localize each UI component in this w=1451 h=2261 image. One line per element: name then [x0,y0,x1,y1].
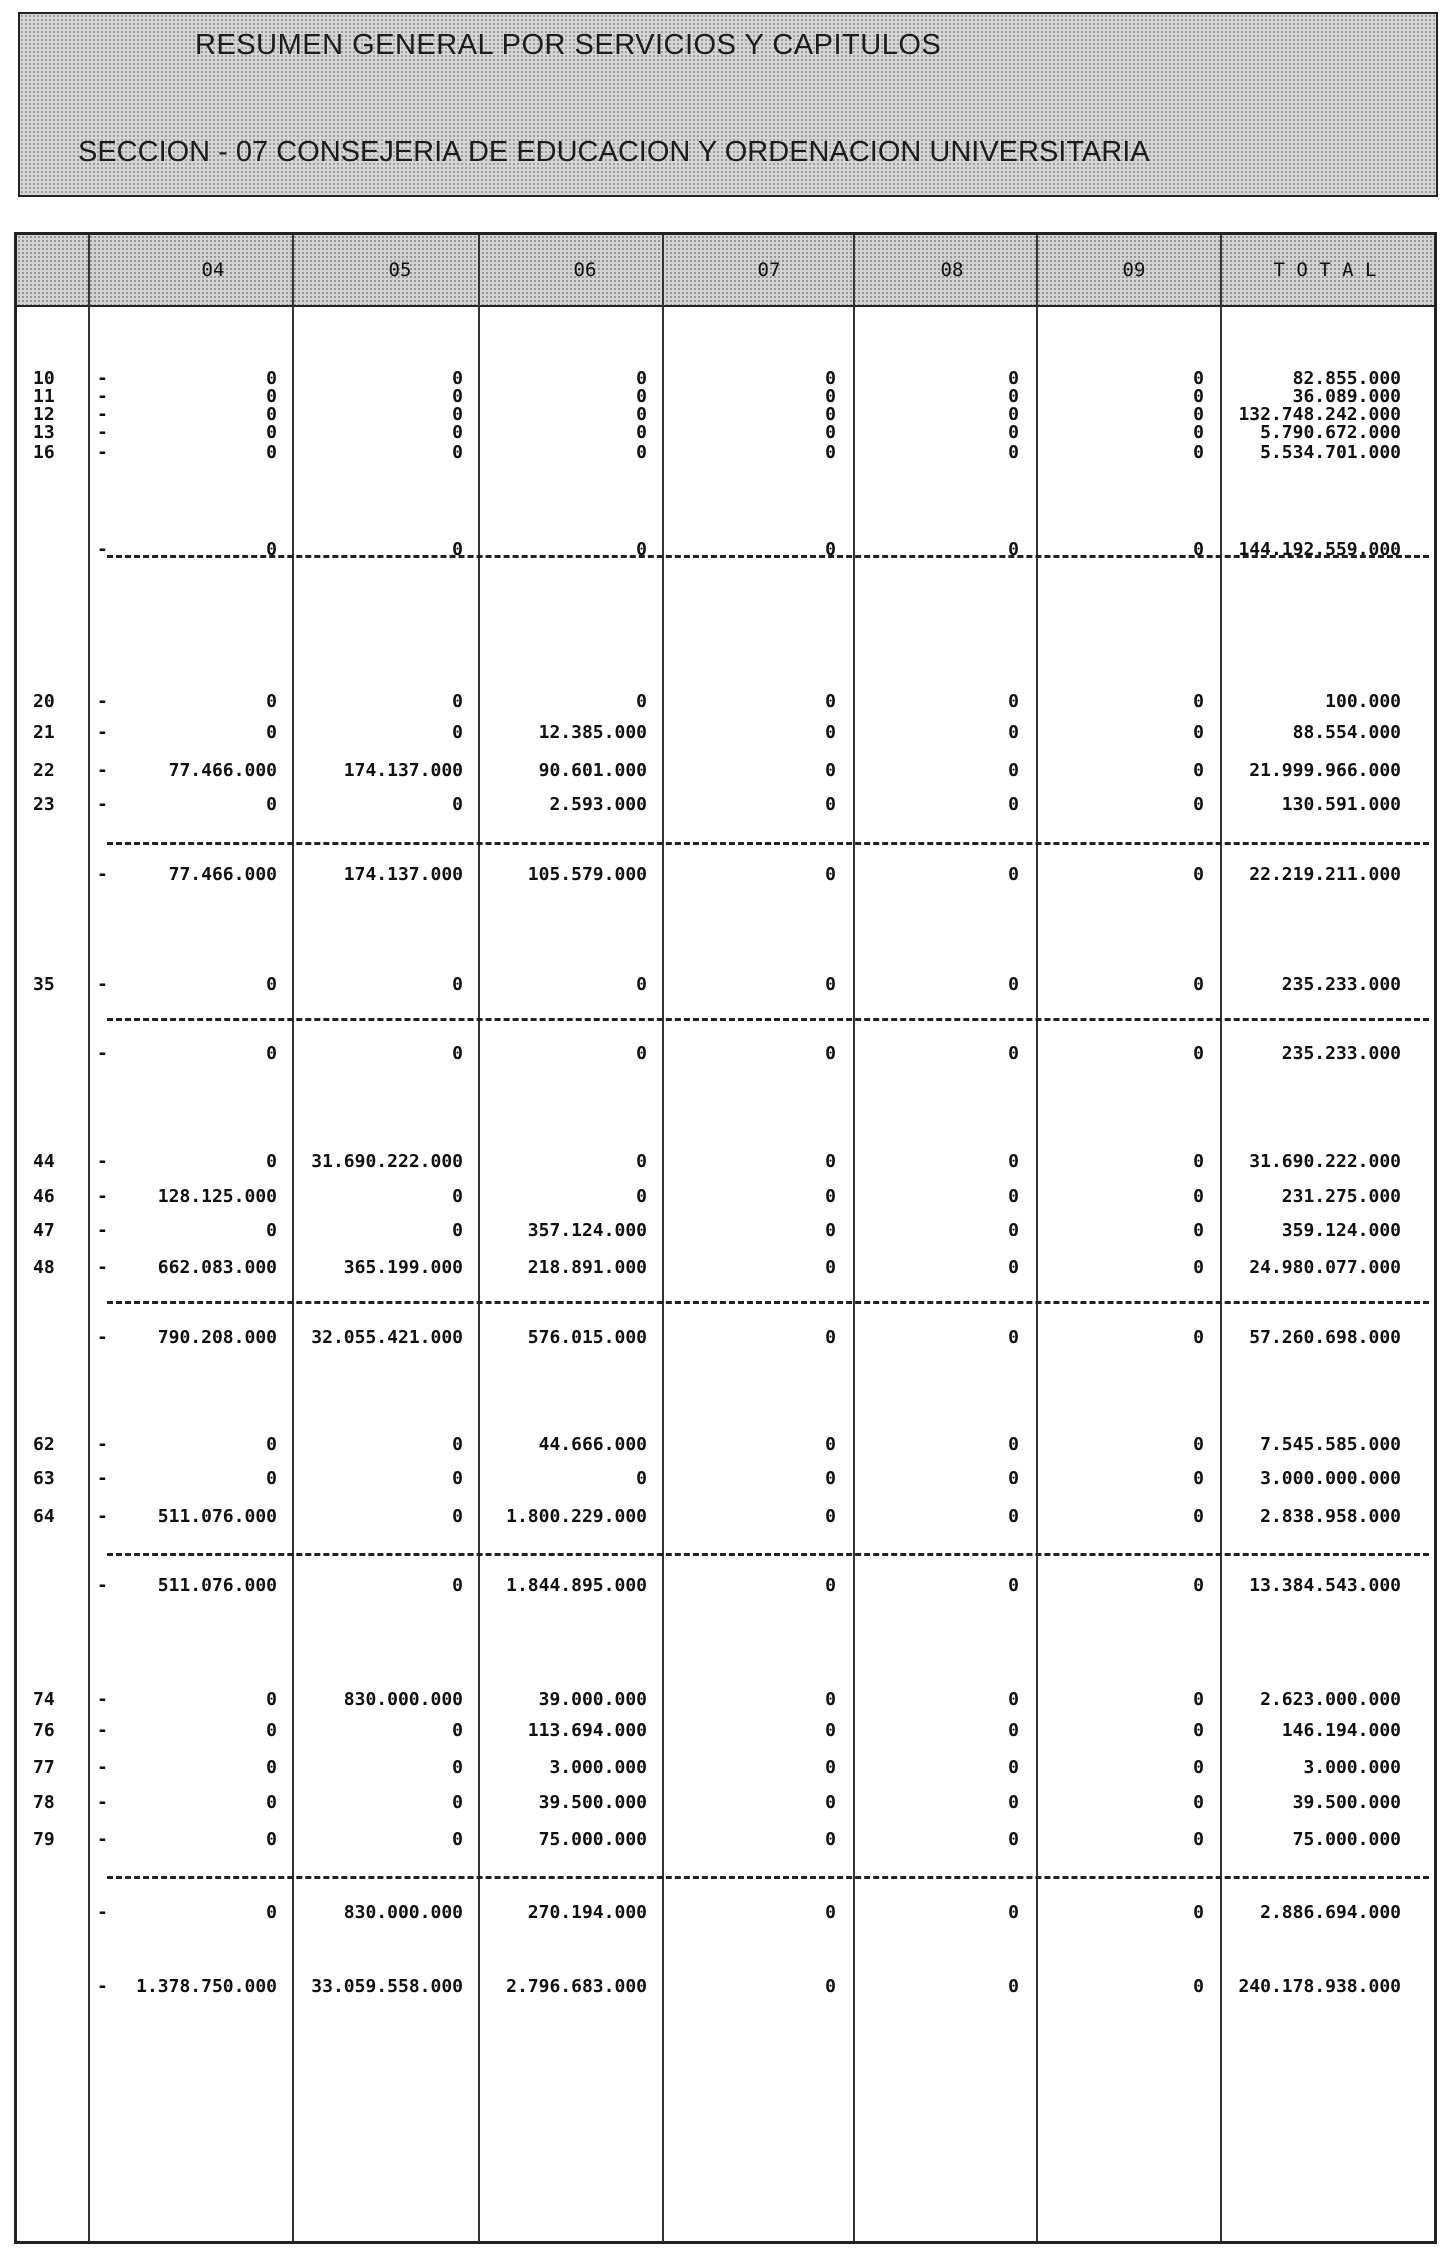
table-cell: 88.554.000 [1292,722,1401,743]
section-label: SECCION - 07 CONSEJERIA DE EDUCACION Y ORDENACION UNIVERSITARIA [78,136,1150,168]
table-cell: 3.000.000.000 [1260,1468,1401,1489]
table-cell: 132.748.242.000 [1238,404,1401,425]
table-cell: 36.089.000 [1292,386,1401,407]
table-cell: 0 [825,1720,836,1741]
table-cell: 0 [825,386,836,407]
table-cell: 0 [1193,1468,1204,1489]
table-cell: 0 [636,539,647,560]
table-cell: 105.579.000 [527,864,647,885]
table-cell: 0 [825,1468,836,1489]
table-cell: 0 [1008,1468,1019,1489]
table-cell: 0 [1193,760,1204,781]
row-dash-mark: - [97,794,108,815]
table-cell: 0 [452,1757,463,1778]
table-cell: 0 [825,1186,836,1207]
table-cell: 0 [1008,760,1019,781]
row-code: 35 [33,974,55,995]
row-dash-mark: - [97,864,108,885]
row-dash-mark: - [97,1186,108,1207]
table-cell: 0 [1193,1327,1204,1348]
table-cell: 0 [825,1434,836,1455]
row-dash-mark: - [97,1976,108,1997]
row-code: 77 [33,1757,55,1778]
row-dash-mark: - [97,722,108,743]
table-cell: 0 [1008,1220,1019,1241]
table-cell: 0 [266,691,277,712]
table-cell: 90.601.000 [538,760,647,781]
row-dash-mark: - [97,1689,108,1710]
table-cell: 359.124.000 [1281,1220,1401,1241]
table-cell: 0 [1008,794,1019,815]
table-cell: 0 [825,794,836,815]
row-dash-mark: - [97,1257,108,1278]
table-cell: 0 [825,1151,836,1172]
row-code: 47 [33,1220,55,1241]
table-cell: 0 [452,794,463,815]
table-cell: 235.233.000 [1281,1043,1401,1064]
table-cell: 0 [266,422,277,443]
table-cell: 0 [266,1829,277,1850]
table-cell: 0 [1008,864,1019,885]
table-cell: 0 [1193,1043,1204,1064]
table-cell: 0 [266,1468,277,1489]
table-cell: 662.083.000 [157,1257,277,1278]
row-dash-mark: - [97,1575,108,1596]
table-cell: 0 [636,1468,647,1489]
table-cell: 0 [825,1575,836,1596]
document-title: RESUMEN GENERAL POR SERVICIOS Y CAPITULOS [195,29,942,61]
row-code: 48 [33,1257,55,1278]
table-cell: 0 [1008,1720,1019,1741]
row-code: 12 [33,404,55,425]
row-dash-mark: - [97,539,108,560]
table-cell: 0 [452,404,463,425]
table-cell: 0 [1008,1151,1019,1172]
table-cell: 0 [1008,442,1019,463]
table-cell: 0 [1193,1257,1204,1278]
row-code: 64 [33,1506,55,1527]
table-cell: 0 [266,404,277,425]
table-cell: 830.000.000 [343,1689,463,1710]
table-cell: 0 [1008,1829,1019,1850]
table-cell: 0 [1193,442,1204,463]
table-cell: 82.855.000 [1292,368,1401,389]
table-cell: 174.137.000 [343,760,463,781]
table-cell: 576.015.000 [527,1327,647,1348]
table-cell: 365.199.000 [343,1257,463,1278]
column-header-08: 08 [940,259,964,281]
table-cell: 144.192.559.000 [1238,539,1401,560]
table-cell: 0 [452,539,463,560]
table-cell: 0 [452,1792,463,1813]
table-cell: 0 [825,1757,836,1778]
table-cell: 3.000.000 [1303,1757,1401,1778]
table-cell: 31.690.222.000 [311,1151,463,1172]
table-cell: 77.466.000 [168,760,277,781]
table-cell: 240.178.938.000 [1238,1976,1401,1997]
table-cell: 0 [636,974,647,995]
table-cell: 0 [1008,1257,1019,1278]
table-cell: 0 [266,1689,277,1710]
column-divider [1036,235,1038,2241]
table-cell: 0 [266,1434,277,1455]
table-cell: 57.260.698.000 [1249,1327,1401,1348]
table-cell: 0 [452,722,463,743]
table-cell: 0 [266,1720,277,1741]
row-dash-mark: - [97,1902,108,1923]
column-divider [478,235,480,2241]
table-cell: 0 [825,422,836,443]
column-header-04: 04 [201,259,225,281]
row-code: 21 [33,722,55,743]
table-cell: 0 [452,422,463,443]
table-cell: 0 [266,368,277,389]
table-cell: 231.275.000 [1281,1186,1401,1207]
row-code: 10 [33,368,55,389]
summary-table [14,232,1437,2244]
table-cell: 0 [452,1220,463,1241]
table-cell: 3.000.000 [549,1757,647,1778]
table-cell: 2.593.000 [549,794,647,815]
table-cell: 0 [266,794,277,815]
table-cell: 12.385.000 [538,722,647,743]
table-cell: 0 [636,422,647,443]
table-cell: 2.838.958.000 [1260,1506,1401,1527]
table-cell: 0 [1193,1220,1204,1241]
table-cell: 0 [266,539,277,560]
table-cell: 146.194.000 [1281,1720,1401,1741]
table-cell: 7.545.585.000 [1260,1434,1401,1455]
table-cell: 13.384.543.000 [1249,1575,1401,1596]
table-cell: 0 [1193,1186,1204,1207]
row-dash-mark: - [97,404,108,425]
column-header-05: 05 [388,259,412,281]
table-cell: 0 [1193,539,1204,560]
table-cell: 0 [636,442,647,463]
table-cell: 0 [1008,404,1019,425]
row-dash-mark: - [97,1829,108,1850]
table-cell: 0 [266,1792,277,1813]
table-cell: 0 [266,1757,277,1778]
table-cell: 0 [1193,691,1204,712]
table-cell: 218.891.000 [527,1257,647,1278]
table-cell: 0 [266,1902,277,1923]
table-cell: 0 [266,1043,277,1064]
subtotal-separator [107,842,1429,845]
table-cell: 0 [1008,1186,1019,1207]
row-code: 23 [33,794,55,815]
table-cell: 0 [1008,1757,1019,1778]
table-cell: 0 [1008,1327,1019,1348]
row-dash-mark: - [97,422,108,443]
column-divider [88,235,90,2241]
subtotal-separator [107,555,1429,558]
table-cell: 0 [1193,974,1204,995]
row-code: 46 [33,1186,55,1207]
table-cell: 0 [1008,1575,1019,1596]
row-code: 44 [33,1151,55,1172]
row-dash-mark: - [97,386,108,407]
table-cell: 39.500.000 [538,1792,647,1813]
table-cell: 0 [825,1829,836,1850]
table-cell: 1.844.895.000 [506,1575,647,1596]
table-cell: 2.623.000.000 [1260,1689,1401,1710]
table-cell: 0 [636,1151,647,1172]
subtotal-separator [107,1301,1429,1304]
table-cell: 0 [1193,1720,1204,1741]
table-cell: 0 [1193,1575,1204,1596]
table-cell: 0 [1193,422,1204,443]
subtotal-separator [107,1018,1429,1021]
row-code: 74 [33,1689,55,1710]
column-divider [292,235,294,2241]
table-cell: 5.790.672.000 [1260,422,1401,443]
table-cell: 0 [825,539,836,560]
row-code: 20 [33,691,55,712]
row-dash-mark: - [97,1792,108,1813]
table-cell: 0 [825,1043,836,1064]
row-dash-mark: - [97,1757,108,1778]
table-cell: 0 [266,386,277,407]
table-cell: 0 [1193,404,1204,425]
table-cell: 0 [1193,1757,1204,1778]
row-dash-mark: - [97,1043,108,1064]
table-cell: 75.000.000 [1292,1829,1401,1850]
table-cell: 270.194.000 [527,1902,647,1923]
table-cell: 0 [452,442,463,463]
table-cell: 0 [825,404,836,425]
table-cell: 174.137.000 [343,864,463,885]
table-cell: 0 [825,1689,836,1710]
row-dash-mark: - [97,368,108,389]
table-cell: 39.000.000 [538,1689,647,1710]
table-cell: 0 [1193,1689,1204,1710]
table-cell: 113.694.000 [527,1720,647,1741]
table-cell: 0 [1193,1151,1204,1172]
row-code: 16 [33,442,55,463]
table-cell: 0 [825,1792,836,1813]
row-dash-mark: - [97,442,108,463]
table-cell: 0 [825,1506,836,1527]
table-cell: 0 [1008,1689,1019,1710]
subtotal-separator [107,1876,1429,1879]
row-dash-mark: - [97,1151,108,1172]
table-cell: 235.233.000 [1281,974,1401,995]
table-cell: 0 [825,722,836,743]
row-code: 78 [33,1792,55,1813]
table-cell: 0 [825,1327,836,1348]
table-cell: 0 [1193,794,1204,815]
table-cell: 0 [636,691,647,712]
table-cell: 0 [1008,386,1019,407]
table-cell: 0 [1008,1043,1019,1064]
table-cell: 77.466.000 [168,864,277,885]
table-cell: 511.076.000 [157,1506,277,1527]
table-cell: 0 [1193,1792,1204,1813]
table-cell: 0 [1008,1792,1019,1813]
table-cell: 1.378.750.000 [136,1976,277,1997]
table-cell: 31.690.222.000 [1249,1151,1401,1172]
table-cell: 0 [825,760,836,781]
row-dash-mark: - [97,974,108,995]
row-dash-mark: - [97,1220,108,1241]
table-cell: 0 [825,1220,836,1241]
table-cell: 0 [1008,422,1019,443]
table-cell: 0 [452,1468,463,1489]
table-cell: 0 [1008,1976,1019,1997]
row-dash-mark: - [97,1720,108,1741]
row-code: 79 [33,1829,55,1850]
table-cell: 39.500.000 [1292,1792,1401,1813]
table-cell: 0 [1193,722,1204,743]
table-cell: 0 [1008,722,1019,743]
table-cell: 2.886.694.000 [1260,1902,1401,1923]
table-cell: 2.796.683.000 [506,1976,647,1997]
table-cell: 0 [825,1257,836,1278]
table-cell: 0 [636,368,647,389]
column-header-total: T O T A L [1273,259,1377,281]
row-code: 63 [33,1468,55,1489]
table-cell: 33.059.558.000 [311,1976,463,1997]
table-cell: 0 [452,1506,463,1527]
table-cell: 0 [266,442,277,463]
table-cell: 0 [1008,1902,1019,1923]
row-dash-mark: - [97,1434,108,1455]
table-cell: 32.055.421.000 [311,1327,463,1348]
table-cell: 0 [825,368,836,389]
row-dash-mark: - [97,1468,108,1489]
table-cell: 0 [452,1186,463,1207]
table-cell: 0 [825,1976,836,1997]
table-cell: 0 [1008,691,1019,712]
table-cell: 0 [1193,1902,1204,1923]
table-cell: 790.208.000 [157,1327,277,1348]
table-cell: 24.980.077.000 [1249,1257,1401,1278]
table-cell: 0 [266,1151,277,1172]
table-cell: 0 [825,1902,836,1923]
column-header-06: 06 [573,259,597,281]
row-dash-mark: - [97,1506,108,1527]
table-cell: 0 [1008,368,1019,389]
row-dash-mark: - [97,760,108,781]
table-cell: 0 [825,442,836,463]
table-cell: 128.125.000 [157,1186,277,1207]
table-cell: 130.591.000 [1281,794,1401,815]
table-cell: 0 [1193,1434,1204,1455]
table-cell: 0 [636,1186,647,1207]
table-cell: 0 [452,386,463,407]
table-cell: 100.000 [1325,691,1401,712]
table-cell: 5.534.701.000 [1260,442,1401,463]
table-cell: 0 [825,864,836,885]
table-cell: 0 [452,1575,463,1596]
table-cell: 0 [1193,368,1204,389]
column-header-09: 09 [1122,259,1146,281]
table-cell: 511.076.000 [157,1575,277,1596]
table-cell: 22.219.211.000 [1249,864,1401,885]
column-divider [1220,235,1222,2241]
table-cell: 0 [1008,1434,1019,1455]
table-cell: 0 [636,404,647,425]
table-cell: 0 [452,1829,463,1850]
row-code: 62 [33,1434,55,1455]
table-cell: 0 [452,691,463,712]
row-dash-mark: - [97,1327,108,1348]
row-code: 76 [33,1720,55,1741]
table-cell: 0 [1008,1506,1019,1527]
table-cell: 0 [452,368,463,389]
table-cell: 0 [636,1043,647,1064]
table-cell: 0 [1008,974,1019,995]
table-cell: 75.000.000 [538,1829,647,1850]
table-cell: 1.800.229.000 [506,1506,647,1527]
table-cell: 0 [1193,864,1204,885]
table-cell: 44.666.000 [538,1434,647,1455]
document-header [18,12,1438,197]
table-cell: 0 [636,386,647,407]
table-cell: 830.000.000 [343,1902,463,1923]
table-cell: 21.999.966.000 [1249,760,1401,781]
row-code: 22 [33,760,55,781]
row-code: 13 [33,422,55,443]
table-cell: 0 [1008,539,1019,560]
column-divider [662,235,664,2241]
table-cell: 0 [1193,386,1204,407]
row-code: 11 [33,386,55,407]
table-cell: 0 [452,1720,463,1741]
table-cell: 0 [825,691,836,712]
table-cell: 0 [825,974,836,995]
column-divider [853,235,855,2241]
table-cell: 0 [1193,1506,1204,1527]
table-cell: 0 [266,1220,277,1241]
table-cell: 0 [452,1434,463,1455]
row-dash-mark: - [97,691,108,712]
table-cell: 0 [266,974,277,995]
table-cell: 0 [452,974,463,995]
table-cell: 0 [1193,1829,1204,1850]
table-cell: 0 [452,1043,463,1064]
subtotal-separator [107,1553,1429,1556]
table-cell: 0 [1193,1976,1204,1997]
column-header-07: 07 [757,259,781,281]
table-cell: 357.124.000 [527,1220,647,1241]
table-cell: 0 [266,722,277,743]
